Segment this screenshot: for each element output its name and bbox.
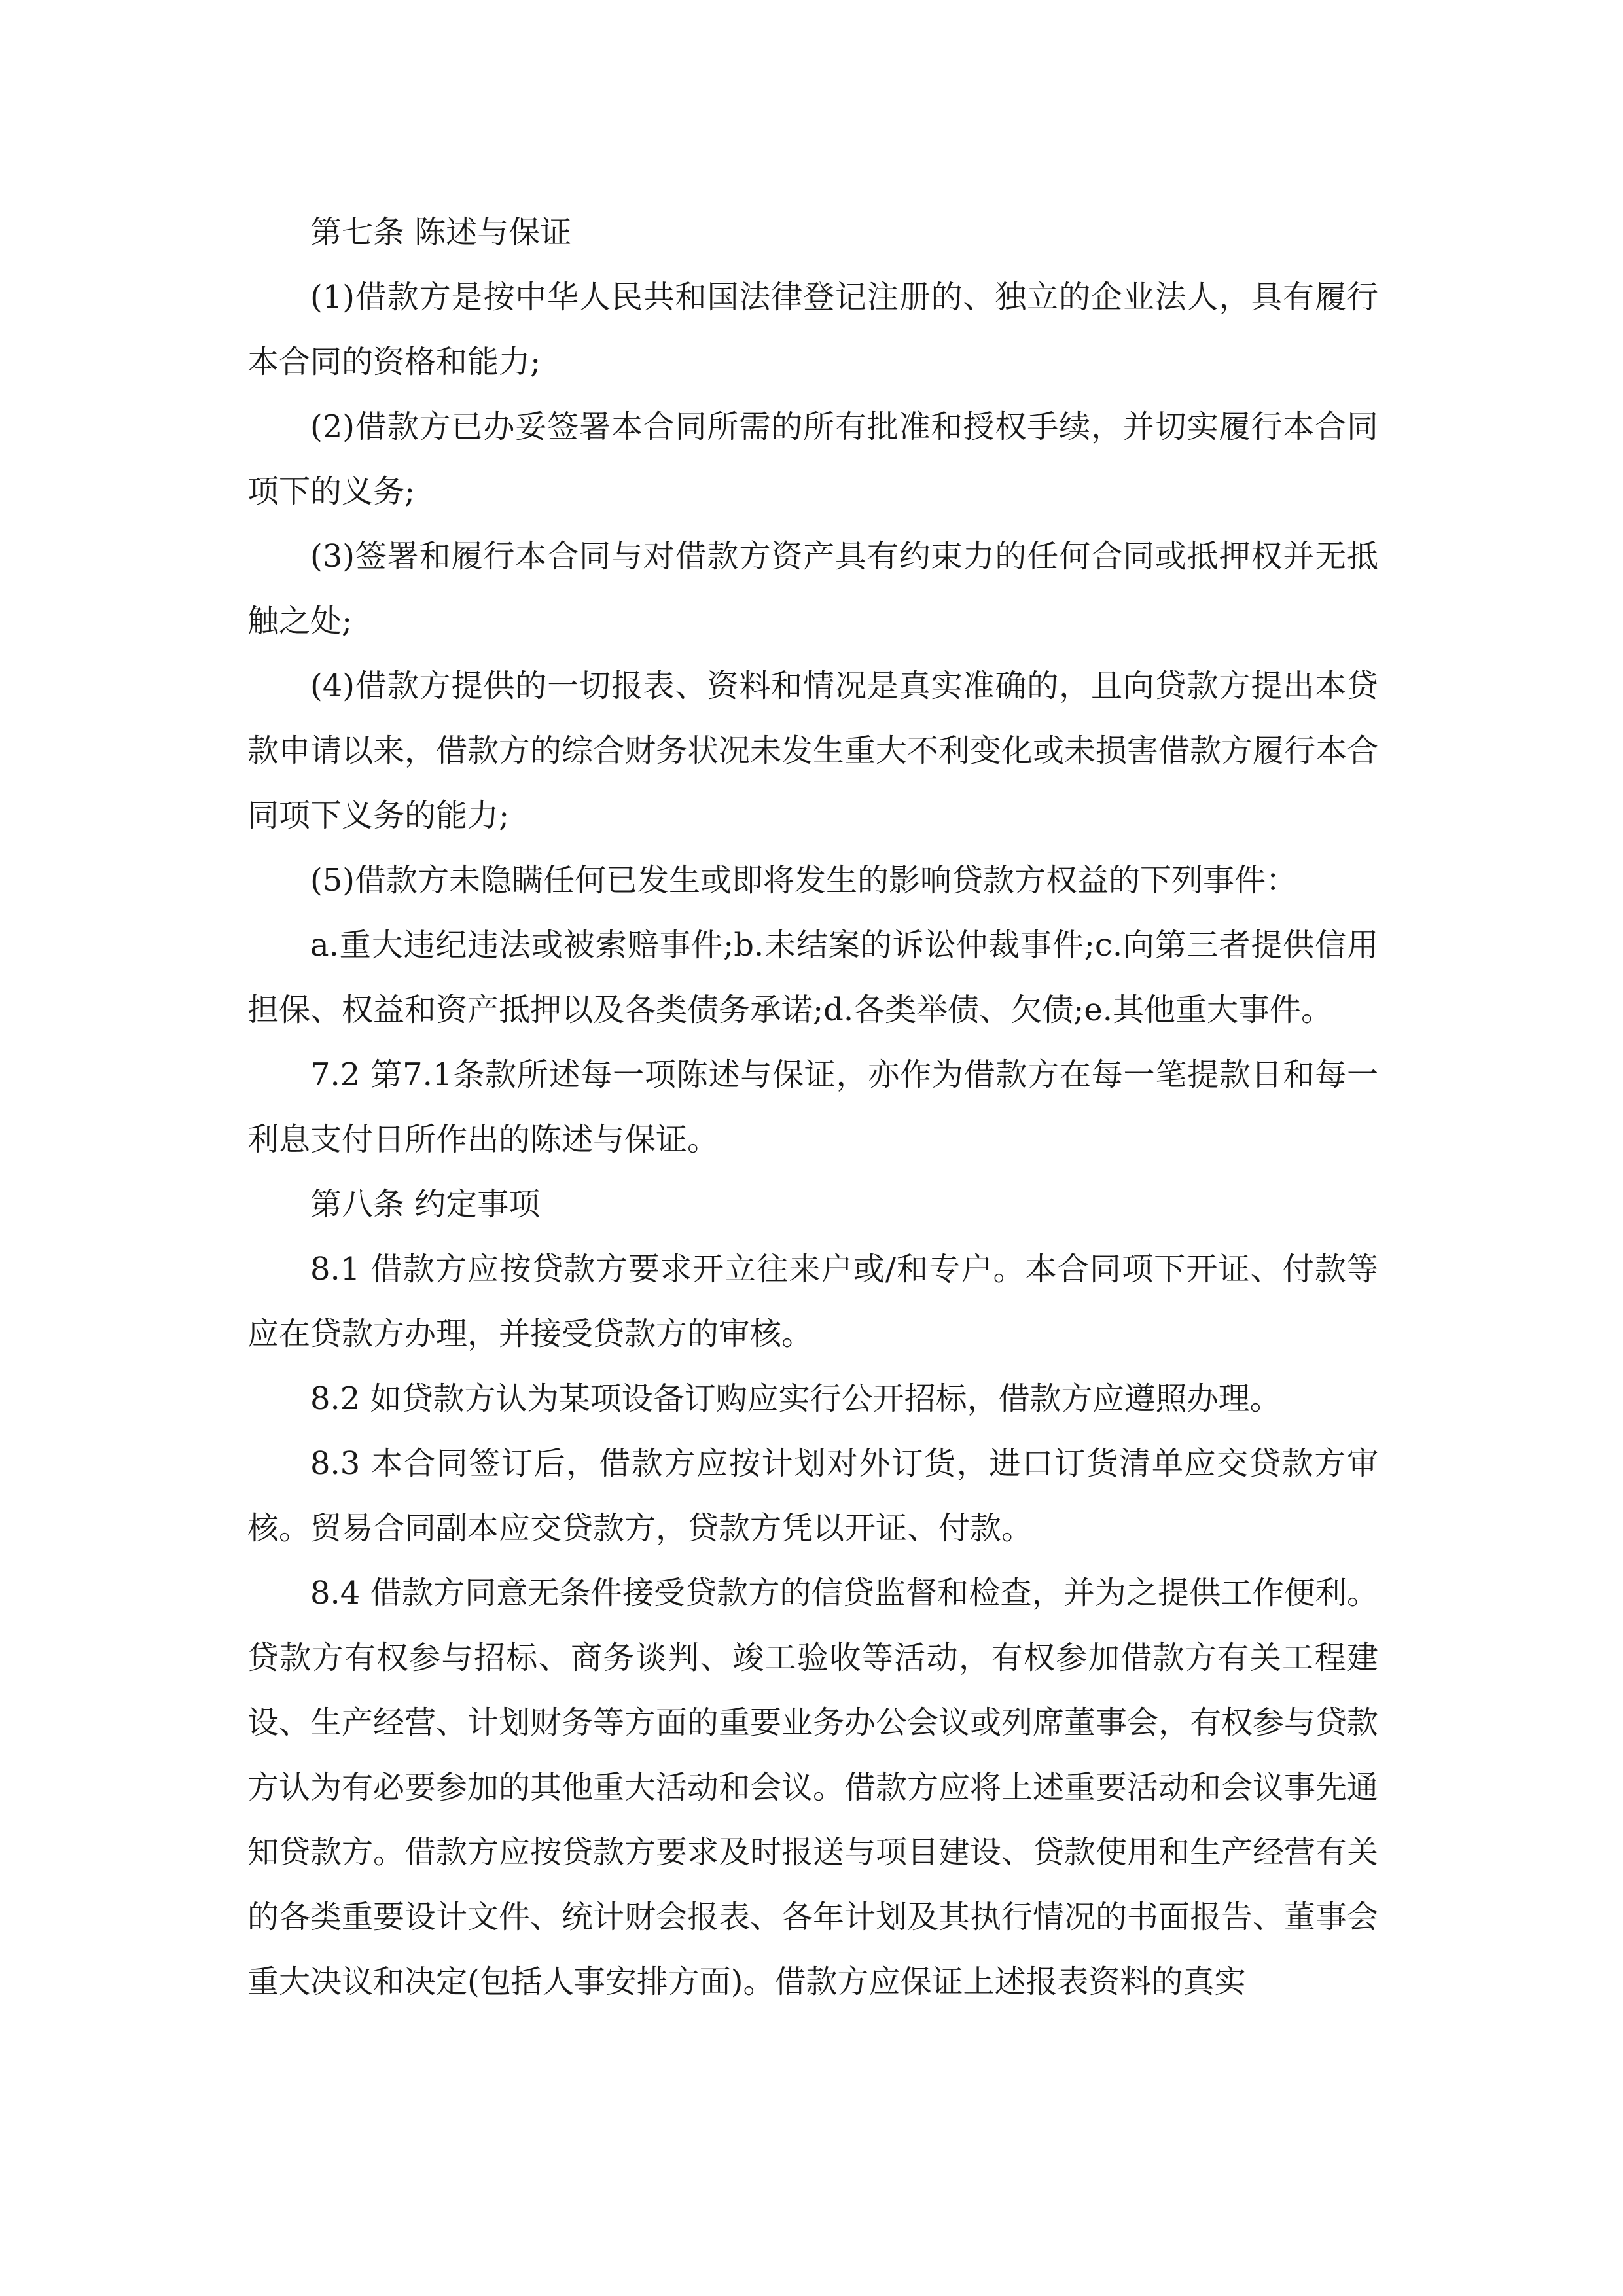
clause-8-2: 8.2 如贷款方认为某项设备订购应实行公开招标，借款方应遵照办理。 <box>310 1380 1281 1417</box>
clause-7-1-4: (4)借款方提供的一切报表、资料和情况是真实准确的，且向贷款方提出本贷款申请以来，借款方的综合财务状况未发生重大不利变化或未损害借款方履行本合同项下义务的能力; <box>247 668 1379 834</box>
clause-7-1-2: (2)借款方已办妥签署本合同所需的所有批准和授权手续，并切实履行本合同项下的义务; <box>247 408 1378 510</box>
clause-8-4: 8.4 借款方同意无条件接受贷款方的信贷监督和检查，并为之提供工作便利。贷款方有权参与招标、商务谈判、竣工验收等活动，有权参加借款方有关工程建设、生产经营、计划财务等方面的重要业务办公会议或列席董事会，有权参与贷款方认为有必要参加的其他重大活动和会议。借款方应将上述重要活动和会议事先通知贷款方。借款方应按贷款方要求及时报送与项目建设、贷款使用和生产经营有关的各类重要设计文件、统计财会报表、各年计划及其执行情况的书面报告、董事会重大决议和决定(包括人事安排方面)。借款方应保证上述报表资料的真实 <box>247 1575 1379 2000</box>
clause-8-1: 8.1 借款方应按贷款方要求开立往来户或/和专户。本合同项下开证、付款等应在贷款方办理，并接受贷款方的审核。 <box>247 1251 1378 1352</box>
clause-7-1-5-items: a.重大违纪违法或被索赔事件;b.未结案的诉讼仲裁事件;c.向第三者提供信用担保、权益和资产抵押以及各类债务承诺;d.各类举债、欠债;e.其他重大事件。 <box>247 927 1378 1028</box>
clause-7-1-1: (1)借款方是按中华人民共和国法律登记注册的、独立的企业法人，具有履行本合同的资格和能力; <box>247 279 1378 380</box>
article-7-heading: 第七条 陈述与保证 <box>310 214 572 251</box>
clause-8-3: 8.3 本合同签订后，借款方应按计划对外订货，进口订货清单应交贷款方审核。贸易合同副本应交贷款方，贷款方凭以开证、付款。 <box>247 1445 1378 1547</box>
clause-7-1-5: (5)借款方未隐瞒任何已发生或即将发生的影响贷款方权益的下列事件： <box>310 862 1297 899</box>
contract-body <box>247 200 1378 2015</box>
article-8-heading: 第八条 约定事项 <box>310 1186 541 1223</box>
clause-7-2: 7.2 第7.1条款所述每一项陈述与保证，亦作为借款方在每一笔提款日和每一利息支付日所作出的陈述与保证。 <box>247 1056 1378 1158</box>
clause-7-1-3: (3)签署和履行本合同与对借款方资产具有约束力的任何合同或抵押权并无抵触之处; <box>247 538 1378 639</box>
